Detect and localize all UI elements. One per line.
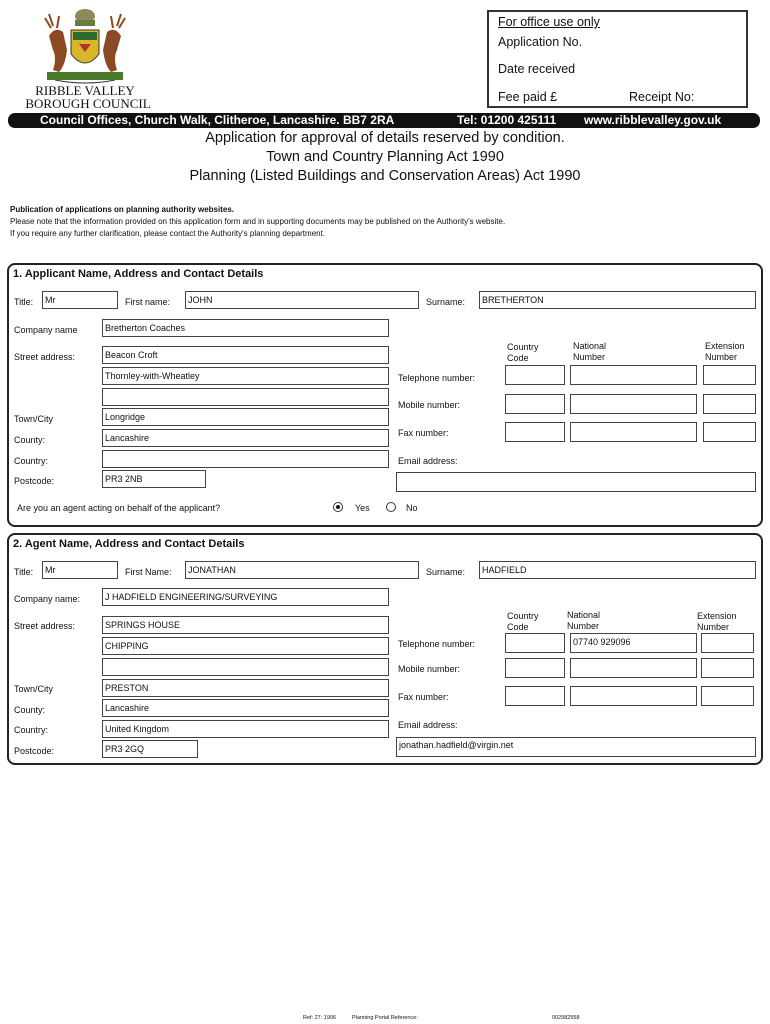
- agent-extension-header: Extension Number: [697, 611, 737, 632]
- applicant-fax-label: Fax number:: [398, 428, 449, 438]
- agent-company-field[interactable]: J HADFIELD ENGINEERING/SURVEYING: [102, 588, 389, 606]
- agent-mobile-label: Mobile number:: [398, 664, 461, 674]
- applicant-fax-country-code[interactable]: [505, 422, 565, 442]
- agent-question-label: Are you an agent acting on behalf of the applicant?: [17, 503, 221, 513]
- applicant-postcode-field[interactable]: PR3 2NB: [102, 470, 206, 488]
- office-heading: For office use only: [498, 15, 600, 29]
- applicant-title-field[interactable]: Mr: [42, 291, 118, 309]
- fee-paid-label: Fee paid £: [498, 90, 558, 104]
- footer-portal-ref: 002982558: [552, 1015, 580, 1021]
- agent-first-name-field[interactable]: JONATHAN: [185, 561, 419, 579]
- applicant-street1-field[interactable]: Beacon Croft: [102, 346, 389, 364]
- applicant-first-name-label: First name:: [125, 297, 171, 307]
- council-crest-logo: [35, 6, 135, 86]
- footer-ref: Ref: 27: 1906: [303, 1015, 337, 1021]
- applicant-mobile-country-code[interactable]: [505, 394, 565, 414]
- agent-town-label: Town/City: [14, 684, 54, 694]
- agent-country-code-header: Country Code: [507, 611, 539, 632]
- agent-county-field[interactable]: Lancashire: [102, 699, 389, 717]
- agent-street2-field[interactable]: CHIPPING: [102, 637, 389, 655]
- agent-county-label: County:: [14, 705, 46, 715]
- radio-selected-dot: [336, 505, 340, 509]
- agent-telephone-extension[interactable]: [701, 633, 754, 653]
- agent-no-label: No: [406, 503, 418, 513]
- publication-note-line1: Please note that the information provided on this application form and in supporting documents may be published on the Authority's website.: [10, 217, 506, 226]
- agent-mobile-national[interactable]: [570, 658, 697, 678]
- applicant-telephone-extension[interactable]: [703, 365, 756, 385]
- agent-email-label: Email address:: [398, 720, 458, 730]
- applicant-surname-label: Surname:: [426, 297, 466, 307]
- applicant-mobile-national[interactable]: [570, 394, 697, 414]
- office-use-box: [487, 10, 748, 108]
- agent-postcode-field[interactable]: PR3 2GQ: [102, 740, 198, 758]
- applicant-company-label: Company name: [14, 325, 78, 335]
- applicant-telephone-national[interactable]: [570, 365, 697, 385]
- applicant-town-field[interactable]: Longridge: [102, 408, 389, 426]
- applicant-county-label: County:: [14, 435, 46, 445]
- agent-street3-field[interactable]: [102, 658, 389, 676]
- applicant-telephone-label: Telephone number:: [398, 373, 476, 383]
- agent-surname-field[interactable]: HADFIELD: [479, 561, 756, 579]
- publication-heading: Publication of applications on planning authority websites.: [10, 205, 235, 214]
- applicant-postcode-label: Postcode:: [14, 476, 55, 486]
- agent-yes-radio[interactable]: [333, 502, 343, 512]
- footer-portal-label: Planning Portal Reference:: [352, 1015, 418, 1021]
- council-address: Council Offices, Church Walk, Clitheroe, Lancashire. BB7 2RA: [40, 113, 395, 127]
- applicant-section-title: 1. Applicant Name, Address and Contact Details: [13, 268, 264, 280]
- agent-fax-extension[interactable]: [701, 686, 754, 706]
- agent-telephone-label: Telephone number:: [398, 639, 476, 649]
- agent-company-label: Company name:: [14, 594, 81, 604]
- agent-section-title: 2. Agent Name, Address and Contact Details: [13, 538, 245, 550]
- agent-first-name-label: First Name:: [125, 567, 172, 577]
- applicant-mobile-extension[interactable]: [703, 394, 756, 414]
- applicant-surname-field[interactable]: BRETHERTON: [479, 291, 756, 309]
- applicant-title-label: Title:: [14, 297, 34, 307]
- applicant-mobile-label: Mobile number:: [398, 400, 461, 410]
- agent-no-radio[interactable]: [386, 502, 396, 512]
- agent-fax-national[interactable]: [570, 686, 697, 706]
- agent-fax-country-code[interactable]: [505, 686, 565, 706]
- applicant-extension-header: Extension Number: [705, 341, 745, 362]
- agent-email-field[interactable]: jonathan.hadfield@virgin.net: [396, 737, 756, 757]
- applicant-country-code-header: Country Code: [507, 342, 539, 363]
- applicant-first-name-field[interactable]: JOHN: [185, 291, 419, 309]
- agent-street1-field[interactable]: SPRINGS HOUSE: [102, 616, 389, 634]
- applicant-country-label: Country:: [14, 456, 49, 466]
- agent-telephone-country-code[interactable]: [505, 633, 565, 653]
- agent-mobile-extension[interactable]: [701, 658, 754, 678]
- applicant-email-label: Email address:: [398, 456, 458, 466]
- applicant-street-label: Street address:: [14, 352, 76, 362]
- receipt-no-label: Receipt No:: [629, 90, 695, 104]
- applicant-country-field[interactable]: [102, 450, 389, 468]
- agent-mobile-country-code[interactable]: [505, 658, 565, 678]
- agent-national-number-header: National Number: [567, 610, 601, 631]
- applicant-street2-field[interactable]: Thornley-with-Wheatley: [102, 367, 389, 385]
- agent-telephone-national[interactable]: 07740 929096: [570, 633, 697, 653]
- applicant-company-field[interactable]: Bretherton Coaches: [102, 319, 389, 337]
- applicant-email-field[interactable]: [396, 472, 756, 492]
- applicant-street3-field[interactable]: [102, 388, 389, 406]
- form-title-line2: Town and Country Planning Act 1990: [266, 149, 504, 165]
- council-name-line2: BOROUGH COUNCIL: [25, 96, 151, 111]
- application-no-label: Application No.: [498, 35, 583, 49]
- agent-postcode-label: Postcode:: [14, 746, 55, 756]
- council-website: www.ribblevalley.gov.uk: [584, 113, 722, 127]
- agent-yes-label: Yes: [355, 503, 370, 513]
- agent-fax-label: Fax number:: [398, 692, 449, 702]
- applicant-town-label: Town/City: [14, 414, 54, 424]
- date-received-label: Date received: [498, 62, 576, 76]
- agent-title-label: Title:: [14, 567, 34, 577]
- applicant-fax-extension[interactable]: [703, 422, 756, 442]
- applicant-fax-national[interactable]: [570, 422, 697, 442]
- council-telephone: Tel: 01200 425111: [457, 113, 557, 127]
- agent-surname-label: Surname:: [426, 567, 466, 577]
- agent-country-label: Country:: [14, 725, 49, 735]
- council-contact-bar: [8, 113, 760, 128]
- applicant-national-number-header: National Number: [573, 341, 607, 362]
- publication-note-line2: If you require any further clarification, please contact the Authority's planning department.: [10, 229, 326, 238]
- applicant-county-field[interactable]: Lancashire: [102, 429, 389, 447]
- form-title-line3: Planning (Listed Buildings and Conservation Areas) Act 1990: [189, 168, 581, 184]
- agent-country-field[interactable]: United Kingdom: [102, 720, 389, 738]
- applicant-telephone-country-code[interactable]: [505, 365, 565, 385]
- agent-street-label: Street address:: [14, 621, 76, 631]
- agent-title-field[interactable]: Mr: [42, 561, 118, 579]
- council-name-line1: RIBBLE VALLEY: [35, 83, 135, 98]
- agent-town-field[interactable]: PRESTON: [102, 679, 389, 697]
- form-title-line1: Application for approval of details reserved by condition.: [205, 130, 565, 146]
